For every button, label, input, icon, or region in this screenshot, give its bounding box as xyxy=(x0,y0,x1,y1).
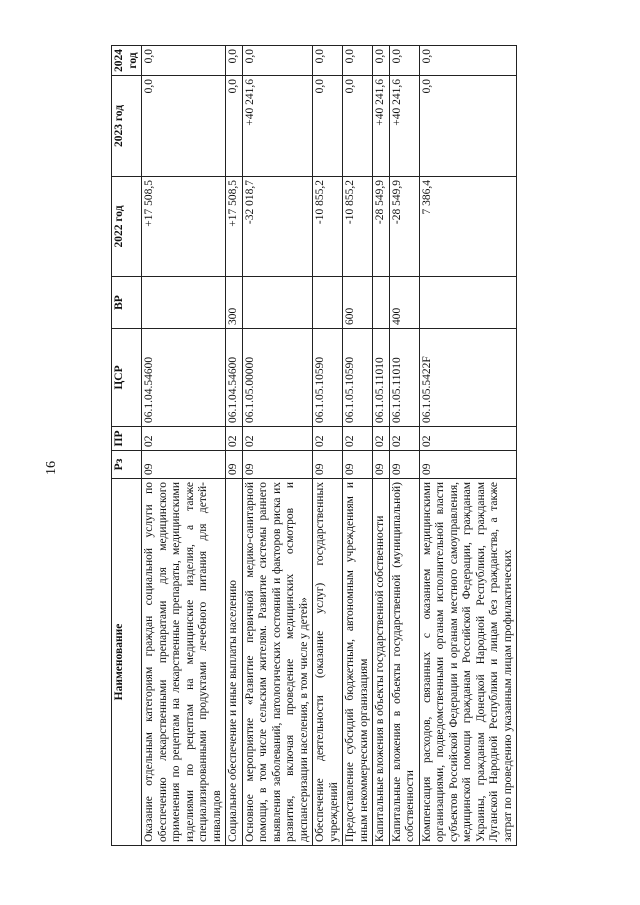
row-name: Основное мероприятие «Развитие первичной медико-санитарной помощи, в том числе сельским жителям. Развитие системы раннего выявления заболеваний, патологических состояний и факторов риска их развития, включая проведение медицинских осмотров и диспансеризации населения, в том числе у детей» xyxy=(242,479,313,846)
row-pr: 02 xyxy=(343,427,373,451)
row-2023: +40 241,6 xyxy=(242,76,313,177)
row-2022: -10 855,2 xyxy=(313,177,343,277)
row-2024: 0,0 xyxy=(389,46,419,76)
row-pr: 02 xyxy=(226,427,243,451)
row-csr: 06.1.05.5422F xyxy=(419,329,517,427)
row-csr: 06.1.04.54600 xyxy=(142,329,226,427)
row-name: Обеспечение деятельности (оказание услуг) государственных учреждений xyxy=(313,479,343,846)
table-row xyxy=(373,46,390,846)
header-vr: ВР xyxy=(112,277,142,329)
table-header-row xyxy=(112,46,142,846)
table-row xyxy=(419,46,517,846)
row-rz: 09 xyxy=(389,451,419,479)
row-name: Предоставление субсидий бюджетным, автономным учреждениям и иным некоммерческим организациям xyxy=(343,479,373,846)
table-row xyxy=(389,46,419,846)
row-csr: 06.1.05.11010 xyxy=(389,329,419,427)
row-rz: 09 xyxy=(142,451,226,479)
row-2024: 0,0 xyxy=(226,46,243,76)
row-csr: 06.1.04.54600 xyxy=(226,329,243,427)
header-pr: ПР xyxy=(112,427,142,451)
header-csr: ЦСР xyxy=(112,329,142,427)
row-csr: 06.1.05.10590 xyxy=(343,329,373,427)
table-row xyxy=(242,46,313,846)
row-vr: 400 xyxy=(389,277,419,329)
row-2024: 0,0 xyxy=(419,46,517,76)
header-rz: Рз xyxy=(112,451,142,479)
page-number: 16 xyxy=(44,461,59,475)
row-csr: 06.1.05.11010 xyxy=(373,329,390,427)
row-name: Оказание отдельным категориям граждан социальной услуги по обеспечению лекарственными препаратами для медицинского применения по рецептам на лекарственные препараты, медицинскими изделиями по рецептам на медицинские изделия, а также специализированными продуктами лечебного питания для детей-инвалидов xyxy=(142,479,226,846)
row-2024: 0,0 xyxy=(373,46,390,76)
row-name: Капитальные вложения в объекты государственной (муниципальной) собственности xyxy=(389,479,419,846)
row-pr: 02 xyxy=(373,427,390,451)
header-2024: 2024 год xyxy=(112,46,142,76)
row-2023: +40 241,6 xyxy=(389,76,419,177)
row-name: Компенсация расходов, связанных с оказанием медицинскими организациями, подведомственными органам исполнительной власти субъектов Российской Федерации и органам местного самоуправления, медицинской помощи гражданам Российской Федерации, гражданам Украины, гражданам Донецкой Народной Республики, гражданам Луганской Народной Республики и лицам без гражданства, а также затрат по проведению указанным лицам профилактических xyxy=(419,479,517,846)
row-vr xyxy=(419,277,517,329)
row-rz: 09 xyxy=(373,451,390,479)
row-vr xyxy=(313,277,343,329)
row-2023: 0,0 xyxy=(226,76,243,177)
row-2023: +40 241,6 xyxy=(373,76,390,177)
row-vr: 600 xyxy=(343,277,373,329)
row-rz: 09 xyxy=(419,451,517,479)
row-vr xyxy=(242,277,313,329)
row-2024: 0,0 xyxy=(242,46,313,76)
row-rz: 09 xyxy=(313,451,343,479)
row-pr: 02 xyxy=(242,427,313,451)
row-vr: 300 xyxy=(226,277,243,329)
row-name: Капитальные вложения в объекты государственной собственности xyxy=(373,479,390,846)
header-2023: 2023 год xyxy=(112,76,142,177)
table-row xyxy=(313,46,343,846)
row-2022: -32 018,7 xyxy=(242,177,313,277)
row-2024: 0,0 xyxy=(142,46,226,76)
row-2022: 7 386,4 xyxy=(419,177,517,277)
table-row xyxy=(142,46,226,846)
row-rz: 09 xyxy=(242,451,313,479)
row-name: Социальное обеспечение и иные выплаты населению xyxy=(226,479,243,846)
table-row xyxy=(343,46,373,846)
row-pr: 02 xyxy=(419,427,517,451)
budget-table xyxy=(111,45,517,846)
row-2022: +17 508,5 xyxy=(226,177,243,277)
row-2024: 0,0 xyxy=(343,46,373,76)
row-vr xyxy=(373,277,390,329)
header-2022: 2022 год xyxy=(112,177,142,277)
row-2023: 0,0 xyxy=(343,76,373,177)
budget-table-container xyxy=(111,46,571,846)
row-2022: -28 549,9 xyxy=(373,177,390,277)
row-rz: 09 xyxy=(343,451,373,479)
row-2024: 0,0 xyxy=(313,46,343,76)
row-pr: 02 xyxy=(142,427,226,451)
row-2022: +17 508,5 xyxy=(142,177,226,277)
row-rz: 09 xyxy=(226,451,243,479)
row-2022: -10 855,2 xyxy=(343,177,373,277)
row-2023: 0,0 xyxy=(142,76,226,177)
table-row xyxy=(226,46,243,846)
row-pr: 02 xyxy=(313,427,343,451)
row-2023: 0,0 xyxy=(313,76,343,177)
row-2023: 0,0 xyxy=(419,76,517,177)
header-name: Наименование xyxy=(112,479,142,846)
row-2022: -28 549,9 xyxy=(389,177,419,277)
row-vr xyxy=(142,277,226,329)
row-csr: 06.1.05.10590 xyxy=(313,329,343,427)
row-csr: 06.1.05.00000 xyxy=(242,329,313,427)
row-pr: 02 xyxy=(389,427,419,451)
